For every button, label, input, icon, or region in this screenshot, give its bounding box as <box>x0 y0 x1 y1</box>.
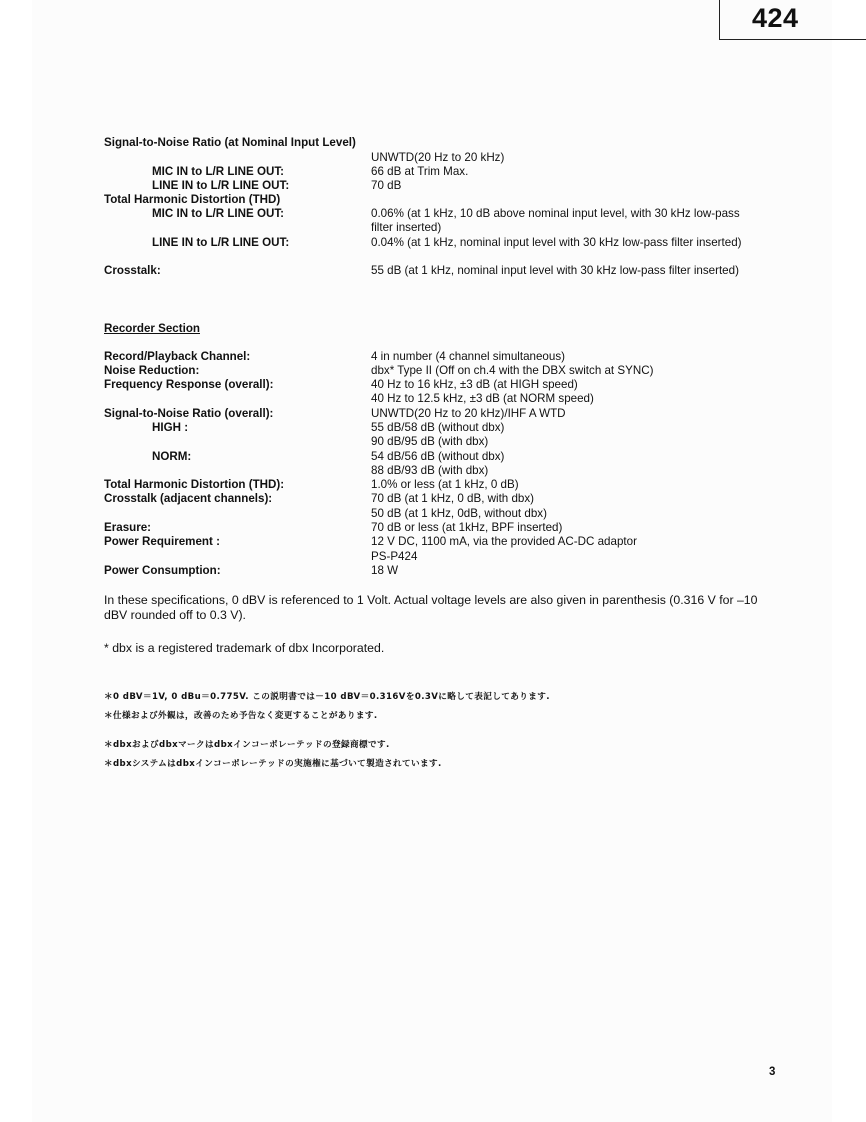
recorder-section-heading: Recorder Section <box>104 322 200 335</box>
rec-label-channel: Record/Playback Channel: <box>104 350 251 363</box>
rec-value-high-without: 55 dB/58 dB (without dbx) <box>371 421 505 434</box>
rec-value-norm-with: 88 dB/93 dB (with dbx) <box>371 464 489 477</box>
spec-value-line-snr: 70 dB <box>371 179 402 192</box>
rec-value-frequency-norm: 40 Hz to 12.5 kHz, ±3 dB (at NORM speed) <box>371 392 594 405</box>
rec-label-crosstalk: Crosstalk (adjacent channels): <box>104 492 273 505</box>
spec-label-crosstalk: Crosstalk: <box>104 264 161 277</box>
spec-value-snr-unwtd: UNWTD(20 Hz to 20 kHz) <box>371 151 505 164</box>
rec-label-thd: Total Harmonic Distortion (THD): <box>104 478 285 491</box>
rec-label-noise-reduction: Noise Reduction: <box>104 364 200 377</box>
rec-value-adaptor-model: PS-P424 <box>371 550 418 563</box>
rec-value-crosstalk-with: 70 dB (at 1 kHz, 0 dB, with dbx) <box>371 492 535 505</box>
trademark-note: * dbx is a registered trademark of dbx Incorporated. <box>104 641 385 655</box>
spec-label-line-snr: LINE IN to L/R LINE OUT: <box>152 179 290 192</box>
rec-label-power-consumption: Power Consumption: <box>104 564 221 577</box>
rec-value-norm-without: 54 dB/56 dB (without dbx) <box>371 450 505 463</box>
spec-label-snr: Signal-to-Noise Ratio (at Nominal Input Level) <box>104 136 356 149</box>
spec-value-crosstalk: 55 dB (at 1 kHz, nominal input level with 30 kHz low-pass filter inserted) <box>371 264 739 277</box>
spec-value-mic-snr: 66 dB at Trim Max. <box>371 165 469 178</box>
japanese-note-specs-change: ＊仕様および外観は，改善のため予告なく変更することがあります. <box>104 711 378 721</box>
rec-value-snr: UNWTD(20 Hz to 20 kHz)/IHF A WTD <box>371 407 566 420</box>
rec-value-thd: 1.0% or less (at 1 kHz, 0 dB) <box>371 478 519 491</box>
japanese-note-trademark: ＊dbxおよびdbxマークはdbxインコーポレーテッドの登録商標です. <box>104 740 390 750</box>
rec-label-erasure: Erasure: <box>104 521 152 534</box>
spec-value-mic-thd: 0.06% (at 1 kHz, 10 dB above nominal input level, with 30 kHz low-pass filter inserted) <box>371 207 740 235</box>
reference-note: In these specifications, 0 dBV is referenced to 1 Volt. Actual voltage levels are also given in parenthesis (0.316 V for –10 dBV rounded off to 0.3 V). <box>104 593 758 622</box>
rec-label-snr: Signal-to-Noise Ratio (overall): <box>104 407 274 420</box>
rec-value-erasure: 70 dB or less (at 1kHz, BPF inserted) <box>371 521 563 534</box>
japanese-note-voltage: ＊0 dBV＝1V, 0 dBu＝0.775V. この説明書では－10 dBV＝0.316Vを0.3Vに略して表記してあります. <box>104 692 550 702</box>
rec-value-channel: 4 in number (4 channel simultaneous) <box>371 350 565 363</box>
japanese-note-license: ＊dbxシステムはdbxインコーポレーテッドの実施権に基づいて製造されています. <box>104 759 442 769</box>
rec-label-high: HIGH : <box>152 421 189 434</box>
rec-value-power-consumption: 18 W <box>371 564 399 577</box>
rec-value-noise-reduction: dbx* Type II (Off on ch.4 with the DBX switch at SYNC) <box>371 364 654 377</box>
rec-label-power-requirement: Power Requirement : <box>104 535 220 548</box>
spec-value-line-thd: 0.04% (at 1 kHz, nominal input level with 30 kHz low-pass filter inserted) <box>371 236 742 249</box>
spec-label-mic-thd: MIC IN to L/R LINE OUT: <box>152 207 285 220</box>
model-number: 424 <box>752 3 799 33</box>
rec-label-frequency: Frequency Response (overall): <box>104 378 274 391</box>
rec-value-power-requirement: 12 V DC, 1100 mA, via the provided AC-DC adaptor <box>371 535 637 548</box>
rec-value-frequency-high: 40 Hz to 16 kHz, ±3 dB (at HIGH speed) <box>371 378 578 391</box>
spec-label-thd: Total Harmonic Distortion (THD) <box>104 193 281 206</box>
spec-label-line-thd: LINE IN to L/R LINE OUT: <box>152 236 290 249</box>
rec-label-norm: NORM: <box>152 450 192 463</box>
page-number: 3 <box>769 1066 776 1078</box>
spec-label-mic-snr: MIC IN to L/R LINE OUT: <box>152 165 285 178</box>
rec-value-crosstalk-without: 50 dB (at 1 kHz, 0dB, without dbx) <box>371 507 547 520</box>
rec-value-high-with: 90 dB/95 dB (with dbx) <box>371 435 489 448</box>
